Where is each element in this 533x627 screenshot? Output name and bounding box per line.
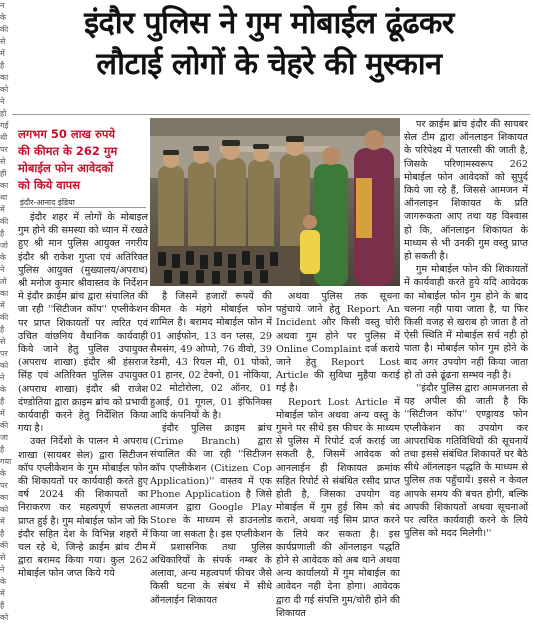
edge-word: पर [0, 145, 8, 154]
paragraph: इंदौर पुलिस क्राइम ब्रांच (Crime Branch) द्वारा संचालित की जा रही ''सिटीजन कॉप एप्लीकेशन (Citizen Cop Application)'' वास्तव में एक Phone Application है जिसे आमजन द्वारा Google Play Store के माध्यम से डाउनलोड किया जा सकता है। इस एप्लीकेशन में प्रशासनिक तथा पुलिस अधिकारियों के संपर्क नम्बर के अलावा, अन्य महत्वपर्ण फीचर जैसे किसी घटना के संबंध में सीधे ऑनलाईन शिकायत [150, 423, 272, 606]
highlight-line-1: लगभग 50 लाख रुपये [18, 127, 116, 141]
highlight-line-2: की कीमत के 262 गुम [18, 144, 118, 158]
edge-word: ने [0, 265, 5, 274]
edge-word: को [0, 613, 9, 622]
paragraph: उक्त निर्देशो के पालन मे अपराध शाखा (सायबर सेल) द्वारा सिटीजन कॉप एप्लीकेशन के गुम मोबाईल फोन की शिकायतों पर कार्यवाही करते हुए वर्ष 2024 की शिकायतों का निराकरण कर महत्वपूर्ण सफलता प्राप्त हुई है। गुम मोबाईल फोन जो कि इंदौर सहित देश के विभिन्न शहरों में चल रहे थे, जिन्हे क्राईम ब्रांच टीम द्वारा बरामद किया गया। कुल 262 मोबाईल फोन जप्त किये गये [18, 436, 148, 580]
paragraph: अथवा पुलिस तक सूचना पहुंचाये जाने हेतु Report An Incident और किसी वस्तु चोरी अथवा गुम होने पर पुलिस में Online Complaint दर्ज कराये जाने हेतु Report Lost Article की सुविधा मुहैया कराई गई है। [276, 291, 400, 395]
edge-word: पर [0, 349, 8, 358]
edge-word: की [0, 541, 9, 550]
edge-word: से [0, 553, 6, 562]
edge-word: है [0, 61, 5, 70]
edge-word: में [0, 49, 5, 58]
edge-word: ही [0, 169, 7, 178]
edge-word: ने [0, 373, 5, 382]
edge-word: के [0, 253, 7, 262]
edge-word: में [0, 205, 5, 214]
edge-word: से [0, 157, 6, 166]
edge-word: की [0, 421, 9, 430]
byline: इंदौर-आनाद इंडिया [20, 198, 75, 207]
paragraph: है जिसमें हजारों रूपयें की कीमत के मंहगे मोबाईल फोन शामिल है। बरामद मोबाईल फोन में 01 आईफोन, 13 वन प्लस, 29 सैमसंग, 49 ओप्पो, 76 वीवो, 39 रेडमी, 43 रियल मी, 01 पोको, 01 हानर, 02 टेक्नो, 01 नोकिया, 02 मोटोरोला, 02 ऑनर, 01 हुआई, 01 गूगल, 01 इंफिनिक्स आदि कंपनियों के है। [150, 291, 272, 421]
edge-word: न [0, 1, 5, 10]
edge-word: हैं [0, 397, 5, 406]
edge-word: है [0, 445, 5, 454]
edge-word: तो [0, 277, 7, 286]
edge-word: के [0, 385, 7, 394]
highlight-line-3: मोबाईल फोन आवेदकों [18, 161, 114, 175]
edge-word: था [0, 193, 8, 202]
byline-rule [20, 207, 146, 208]
edge-word: गई [0, 121, 9, 130]
edge-word: का [0, 73, 9, 82]
paragraph: Report Lost Article में मोबाईल फोन अथवा अन्य वस्तु के गुमने पर सीधे इस फीचर के माध्यम से पुलिस में रिपोर्ट दर्ज कराई जा सकती है, जिसमें आवेदक को आनलाईन ही शिकायत क्रमांक सहित रिपोर्ट से संबंधित रसीद प्राप्त होती है, जिसका उपयोग वह मोबाईल में गुम हुई सिम को बंद कराने, अथवा नई सिम प्राप्त करने के लिये कर सकता है। इस कार्यप्रणाली की ऑनलाइन पद्धति होने से आवेदक को अब थाने अथवा अन्य कार्यालयों में गुम मोबाईल का आवेदन नही देना होगा। आवेदक द्वारा दी गई संपत्ति गुम/चोरी होने की शिकायत [276, 396, 400, 619]
news-photo [150, 118, 400, 286]
edge-word: है [0, 229, 5, 238]
edge-word: पर [0, 481, 8, 490]
edge-word: का [0, 289, 9, 298]
edge-word: में [0, 301, 5, 310]
edge-word: से [0, 337, 6, 346]
paragraph: ''इंदौर पुलिस द्वारा आमजनता से यह अपील की जाती है कि ''सिटीजन कॉप'' एण्ड्रायड फोन एप्लीकेशन का उपयोग कर आपराधिक गतिविधियों की सूचनायें तथा इससे संबंधित शिकायतें घर बैठे सीधे ऑनलाइन पद्धति के माध्यम से पुलिस तक पहुँचायें। इससे न केवल आपके समय की बचत होगी, बल्कि आपकी शिकायतों अथवा सूचनाओं पर त्वरित कार्यवाही करने के लिये पुलिस को मदद मिलेगी।'' [404, 383, 528, 540]
edge-word: को [0, 505, 9, 514]
headline-rule [12, 114, 530, 115]
headline-line-2: लौटाई लोगों के चेहरे की मुस्कान [96, 47, 442, 82]
edge-word: की [0, 313, 9, 322]
edge-word: के [0, 13, 7, 22]
headline [8, 4, 530, 86]
edge-word: जो [0, 241, 9, 250]
edge-word: है [0, 529, 5, 538]
edge-word: की [0, 217, 9, 226]
article-column-2 [150, 290, 272, 625]
edge-word: हो [0, 109, 7, 118]
article-column-3 [276, 290, 400, 625]
edge-word: थी [0, 133, 8, 142]
edge-word: ने [0, 97, 5, 106]
paragraph: इंदौर शहर में लोगों के मोबाइल गुम होने की समस्या को ध्यान में रखते हुए श्री मान पुलिस आयुक्त नगरीय इंदौर श्री राकेश गुप्ता एवं अतिरिक्त पुलिस आयुक्त (मुख्यालय/अपराध) श्री मनोज कुमार श्रीवास्तव के निर्देशन मे इंदौर क्राईम ब्रांच द्वारा संचालित की जा रही ''सिटीजन कॉप'' एप्लीकेशन पर प्राप्त शिकायतों पर त्वरित एवं उचित वांछनिय वैधानिक कार्यवाही किये जाने हेतु पुलिस उपायुक्त (अपराध शाखा) इंदौर श्री हंसराज सिंह एवं अतिरिक्त पुलिस उपायुक्त (अपराध शाखा) इंदौर श्री राजेश दंण्डोतिया द्वारा क्राइम ब्रांच को प्रभावी कार्यवाही करने हेतु निर्देशित किया गया है। [18, 212, 148, 435]
edge-word: जा [0, 433, 9, 442]
police-handover-photo-illustration [150, 118, 400, 286]
article-column-1 [18, 211, 148, 625]
edge-word: में [0, 589, 5, 598]
edge-word: गया [0, 457, 12, 466]
highlight-line-4: को किये वापस [18, 178, 80, 192]
article-column-4 [404, 118, 528, 625]
edge-word: को [0, 361, 9, 370]
adjacent-article-fragment [0, 0, 12, 627]
edge-word: के [0, 577, 7, 586]
highlight-box [18, 126, 146, 194]
edge-word: है [0, 325, 5, 334]
paragraph: गुम मोबाईल फोन की शिकायतों में कार्यवाही करते हुये यदि आवेदक का मोबाईल फोन गुम होने के बाद चलना नही पाया जाता है, या फिर किसी वजह से खराब हो जाता है तो ऐसी स्थिति में मोबाईल सर्च नही हो पाता है। मोबाईल फोन गुम होने के बाद अगर उपयोग नही किया जाता हो तो उसे ढूंढना सम्भव नही है। [404, 264, 528, 381]
paragraph: पर क्राईम ब्रांच इंदौर की सायबर सेल टीम द्वारा ऑनलाइन शिकायत के परिपेक्ष्य में पतारसी की जाती है, जिसके परिणामस्वरूप 262 मोबाईल फोन आवेदकों को सुपुर्द किये जा रहे हैं, जिससे आमजन में ऑनलाइन शिकायत के प्रति जागरूकता आए तथा यह विश्वास हो कि, ऑनलाइन शिकायत के माध्यम से भी उनकी गुम वस्तु प्राप्त हो सकती है। [404, 119, 528, 263]
edge-word: का [0, 181, 9, 190]
edge-word: में [0, 517, 5, 526]
edge-word: का [0, 493, 9, 502]
edge-word: की [0, 25, 9, 34]
edge-word: ने [0, 565, 5, 574]
edge-word: से [0, 37, 6, 46]
edge-word: को [0, 85, 9, 94]
edge-word: में [0, 409, 5, 418]
edge-word: के [0, 469, 7, 478]
headline-line-1: इंदौर पुलिस ने गुम मोबाईल ढूंढकर [84, 6, 454, 41]
edge-word: हैं [0, 601, 5, 610]
